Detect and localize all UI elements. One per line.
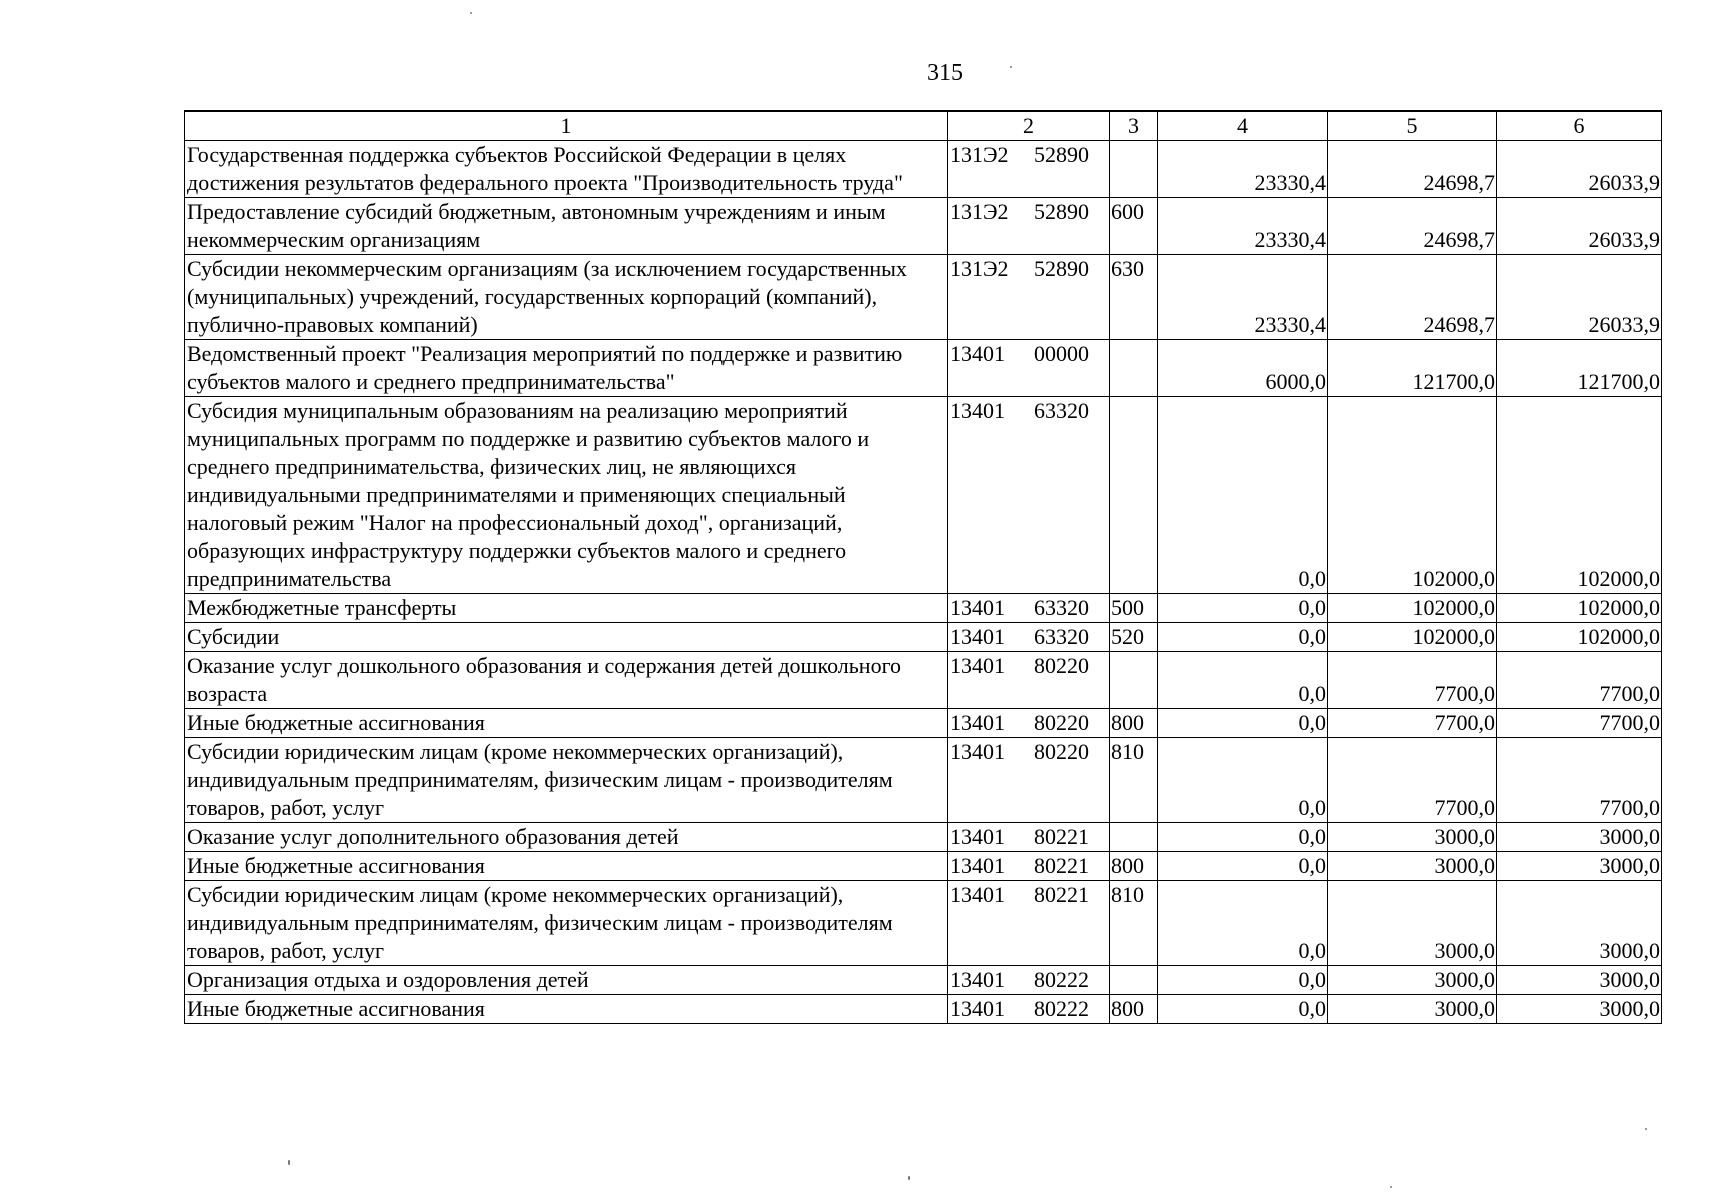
row-expense-type [1110,966,1158,995]
table-row [185,709,1662,738]
col-header-1: 1 [185,111,948,141]
csr-program: 13401 [950,624,1005,649]
csr-program: 13401 [950,653,1005,678]
budget-table [184,110,1662,1024]
csr-direction-code: 80221 [1034,882,1089,907]
table-row [185,966,1662,995]
row-amount-col6: 26033,9 [1497,198,1662,255]
row-name: Оказание услуг дошкольного образования и содержания детей дошкольного возраста [185,652,948,709]
row-amount-col6: 26033,9 [1497,141,1662,198]
row-amount-col4: 0,0 [1158,623,1328,652]
row-amount-col5: 24698,7 [1328,255,1497,340]
table-row [185,198,1662,255]
row-amount-col4: 0,0 [1158,995,1328,1024]
csr-direction-code: 80222 [1034,996,1089,1021]
col-header-2: 2 [948,111,1110,141]
row-name: Ведомственный проект "Реализация мероприятий по поддержке и развитию субъектов малого и среднего предпринимательства" [185,340,948,397]
csr-direction-code: 80221 [1034,824,1089,849]
row-amount-col6: 7700,0 [1497,652,1662,709]
scan-speck [1390,1186,1392,1188]
row-amount-col6: 7700,0 [1497,709,1662,738]
col-header-3: 3 [1110,111,1158,141]
row-expense-type: 800 [1110,995,1158,1024]
csr-program: 13401 [950,710,1005,735]
row-name: Субсидии юридическим лицам (кроме некоммерческих организаций), индивидуальным предпринимателям, физическим лицам - производителям товаров, работ, услуг [185,881,948,966]
csr-program: 13401 [950,853,1005,878]
row-expense-type: 810 [1110,738,1158,823]
row-amount-col5: 3000,0 [1328,823,1497,852]
row-name: Иные бюджетные ассигнования [185,995,948,1024]
table-row [185,881,1662,966]
table-body [185,141,1662,1024]
row-csr-code [948,995,1110,1024]
row-name: Предоставление субсидий бюджетным, автономным учреждениям и иным некоммерческим организациям [185,198,948,255]
csr-direction-code: 00000 [1034,341,1089,366]
row-amount-col5: 7700,0 [1328,652,1497,709]
table-row [185,652,1662,709]
row-amount-col6: 3000,0 [1497,995,1662,1024]
row-amount-col4: 23330,4 [1158,255,1328,340]
csr-program: 13401 [950,739,1005,764]
row-amount-col6: 26033,9 [1497,255,1662,340]
table-row [185,852,1662,881]
row-amount-col4: 0,0 [1158,738,1328,823]
row-csr-code [948,141,1110,198]
csr-direction-code: 63320 [1034,595,1089,620]
csr-program: 13401 [950,398,1005,423]
row-name: Межбюджетные трансферты [185,594,948,623]
row-amount-col4: 0,0 [1158,397,1328,594]
row-name: Субсидии юридическим лицам (кроме некоммерческих организаций), индивидуальным предпринимателям, физическим лицам - производителям товаров, работ, услуг [185,738,948,823]
scan-speck [908,1176,910,1180]
table-row [185,141,1662,198]
row-expense-type [1110,340,1158,397]
row-expense-type: 600 [1110,198,1158,255]
row-amount-col6: 3000,0 [1497,852,1662,881]
csr-direction-code: 80220 [1034,653,1089,678]
row-amount-col4: 23330,4 [1158,198,1328,255]
row-amount-col4: 0,0 [1158,823,1328,852]
row-amount-col6: 3000,0 [1497,966,1662,995]
row-expense-type: 520 [1110,623,1158,652]
table-row [185,623,1662,652]
csr-direction-code: 52890 [1034,142,1089,167]
row-csr-code [948,340,1110,397]
row-amount-col4: 0,0 [1158,852,1328,881]
col-header-6: 6 [1497,111,1662,141]
table-row [185,340,1662,397]
csr-program: 13401 [950,341,1005,366]
csr-direction-code: 52890 [1034,256,1089,281]
row-csr-code [948,623,1110,652]
row-amount-col5: 7700,0 [1328,738,1497,823]
row-csr-code [948,397,1110,594]
row-amount-col5: 102000,0 [1328,397,1497,594]
csr-direction-code: 80221 [1034,853,1089,878]
row-name: Субсидии [185,623,948,652]
row-amount-col5: 24698,7 [1328,198,1497,255]
row-amount-col4: 23330,4 [1158,141,1328,198]
row-amount-col4: 0,0 [1158,881,1328,966]
row-amount-col6: 102000,0 [1497,594,1662,623]
scan-speck [288,1160,290,1165]
row-amount-col6: 121700,0 [1497,340,1662,397]
row-name: Иные бюджетные ассигнования [185,852,948,881]
row-amount-col6: 7700,0 [1497,738,1662,823]
row-expense-type [1110,397,1158,594]
row-csr-code [948,255,1110,340]
csr-direction-code: 52890 [1034,199,1089,224]
row-amount-col5: 24698,7 [1328,141,1497,198]
col-header-5: 5 [1328,111,1497,141]
row-expense-type: 800 [1110,852,1158,881]
page-number: 315 [927,60,963,86]
header-row [185,111,1662,141]
csr-direction-code: 63320 [1034,398,1089,423]
csr-direction-code: 80220 [1034,739,1089,764]
row-amount-col6: 3000,0 [1497,823,1662,852]
row-amount-col6: 102000,0 [1497,623,1662,652]
row-csr-code [948,881,1110,966]
table-row [185,738,1662,823]
scan-speck [470,12,472,14]
table-row [185,995,1662,1024]
csr-program: 13401 [950,882,1005,907]
row-amount-col5: 102000,0 [1328,623,1497,652]
row-csr-code [948,652,1110,709]
row-csr-code [948,852,1110,881]
scan-speck [1645,1128,1647,1130]
row-amount-col5: 7700,0 [1328,709,1497,738]
col-header-4: 4 [1158,111,1328,141]
csr-program: 13401 [950,996,1005,1021]
csr-direction-code: 80222 [1034,967,1089,992]
row-expense-type: 800 [1110,709,1158,738]
row-name: Субсидии некоммерческим организациям (за исключением государственных (муниципальных) учреждений, государственных корпораций (компаний), публично-правовых компаний) [185,255,948,340]
row-csr-code [948,966,1110,995]
row-amount-col6: 3000,0 [1497,881,1662,966]
row-amount-col5: 102000,0 [1328,594,1497,623]
row-expense-type: 630 [1110,255,1158,340]
csr-direction-code: 80220 [1034,710,1089,735]
row-name: Государственная поддержка субъектов Российской Федерации в целях достижения результатов федерального проекта "Производительность труда" [185,141,948,198]
row-amount-col5: 3000,0 [1328,995,1497,1024]
row-csr-code [948,823,1110,852]
row-amount-col4: 0,0 [1158,709,1328,738]
row-expense-type: 810 [1110,881,1158,966]
csr-program: 131Э2 [950,256,1009,281]
csr-program: 131Э2 [950,142,1009,167]
row-amount-col5: 121700,0 [1328,340,1497,397]
scan-speck [1010,66,1012,68]
row-csr-code [948,738,1110,823]
row-amount-col5: 3000,0 [1328,966,1497,995]
csr-direction-code: 63320 [1034,624,1089,649]
row-amount-col4: 0,0 [1158,966,1328,995]
row-expense-type [1110,141,1158,198]
csr-program: 13401 [950,967,1005,992]
row-amount-col5: 3000,0 [1328,881,1497,966]
row-expense-type [1110,652,1158,709]
row-name: Иные бюджетные ассигнования [185,709,948,738]
row-amount-col4: 6000,0 [1158,340,1328,397]
csr-program: 131Э2 [950,199,1009,224]
row-amount-col4: 0,0 [1158,652,1328,709]
row-expense-type [1110,823,1158,852]
row-name: Организация отдыха и оздоровления детей [185,966,948,995]
row-expense-type: 500 [1110,594,1158,623]
table-row [185,255,1662,340]
row-name: Субсидия муниципальным образованиям на реализацию мероприятий муниципальных программ по поддержке и развитию субъектов малого и среднего предпринимательства, физических лиц, не являющихся индивидуальными предпринимателями и применяющих специальный налоговый режим "Налог на профессиональный доход", организаций, образующих инфраструктуру поддержки субъектов малого и среднего предпринимательства [185,397,948,594]
row-name: Оказание услуг дополнительного образования детей [185,823,948,852]
row-csr-code [948,198,1110,255]
row-csr-code [948,709,1110,738]
table-row [185,594,1662,623]
csr-program: 13401 [950,824,1005,849]
table-row [185,397,1662,594]
row-amount-col5: 3000,0 [1328,852,1497,881]
row-amount-col4: 0,0 [1158,594,1328,623]
row-amount-col6: 102000,0 [1497,397,1662,594]
table-row [185,823,1662,852]
csr-program: 13401 [950,595,1005,620]
row-csr-code [948,594,1110,623]
